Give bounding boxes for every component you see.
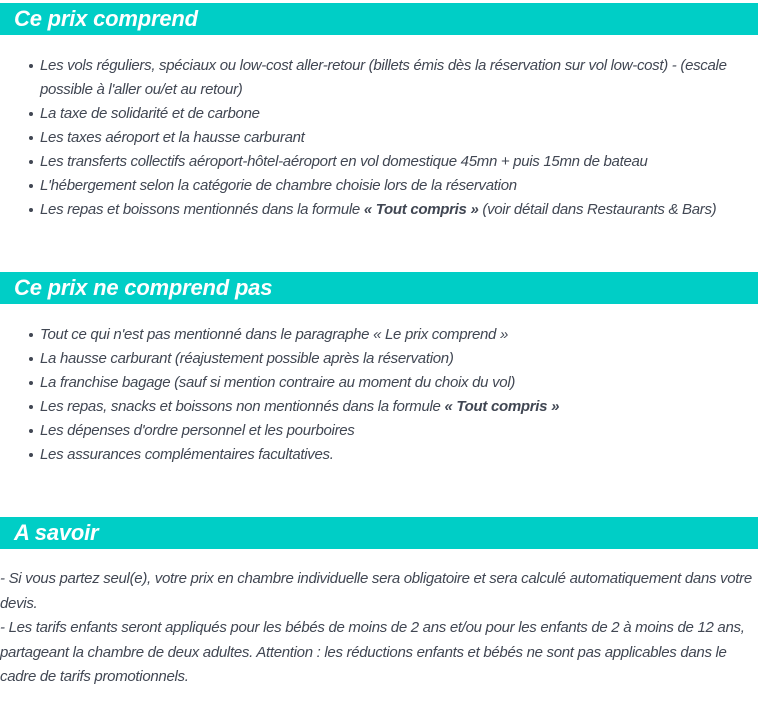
text-segment: La hausse carburant (réajustement possible après la réservation) <box>40 350 454 367</box>
text-segment: Les transferts collectifs aéroport-hôtel-aéroport en vol domestique 45mn + puis 15mn de bateau <box>40 153 648 170</box>
section-header-notes <box>0 517 758 549</box>
text-segment: (voir détail dans Restaurants & Bars) <box>478 201 717 218</box>
text-segment: Les assurances complémentaires facultatives. <box>40 446 334 463</box>
page <box>0 3 758 710</box>
list-item <box>40 126 746 150</box>
text-segment: Les repas et boissons mentionnés dans la formule <box>40 201 364 218</box>
text-segment: La franchise bagage (sauf si mention contraire au moment du choix du vol) <box>40 374 516 391</box>
section-title-included: Ce prix comprend <box>14 6 198 31</box>
section-title-not-included: Ce prix ne comprend pas <box>14 275 273 300</box>
bold-text-segment: « Tout compris » <box>363 201 479 218</box>
note-paragraph: - Si vous partez seul(e), votre prix en chambre individuelle sera obligatoire et sera calculé automatiquement dans votre devis. <box>0 570 752 612</box>
note-paragraph: - Les tarifs enfants seront appliqués pour les bébés de moins de 2 ans et/ou pour les enfants de 2 à moins de 12 ans, partageant la chambre de deux adultes. Attention : les réductions enfants et bébés ne sont pas applicables dans le cadre de tarifs promotionnels. <box>0 619 745 685</box>
text-segment: L'hébergement selon la catégorie de chambre choisie lors de la réservation <box>40 177 517 194</box>
text-segment: Les taxes aéroport et la hausse carburant <box>40 129 305 146</box>
text-segment: Tout ce qui n'est pas mentionné dans le paragraphe « Le prix comprend » <box>40 326 508 343</box>
notes-paragraphs <box>0 567 758 690</box>
section-notes <box>0 517 758 690</box>
list-item <box>40 174 746 198</box>
list-item <box>40 102 746 126</box>
list-item <box>40 323 746 347</box>
text-segment: Les repas, snacks et boissons non mentionnés dans la formule <box>40 398 445 415</box>
bold-text-segment: « Tout compris » <box>444 398 560 415</box>
text-segment: Les vols réguliers, spéciaux ou low-cost aller-retour (billets émis dès la réservation sur vol low-cost) - (escale possible à l'aller ou/et au retour) <box>40 57 727 98</box>
section-title-notes: A savoir <box>14 520 99 545</box>
section-price-not-included <box>0 272 758 467</box>
price-included-list <box>0 54 758 222</box>
section-price-included <box>0 3 758 222</box>
text-segment: La taxe de solidarité et de carbone <box>40 105 260 122</box>
list-item <box>40 150 746 174</box>
price-not-included-list <box>0 323 758 467</box>
list-item <box>40 419 746 443</box>
section-header-not-included <box>0 272 758 304</box>
list-item <box>40 54 746 102</box>
list-item <box>40 347 746 371</box>
text-segment: Les dépenses d'ordre personnel et les pourboires <box>40 422 355 439</box>
list-item <box>40 395 746 419</box>
section-header-included <box>0 3 758 35</box>
list-item <box>40 371 746 395</box>
list-item <box>40 443 746 467</box>
list-item <box>40 198 746 222</box>
